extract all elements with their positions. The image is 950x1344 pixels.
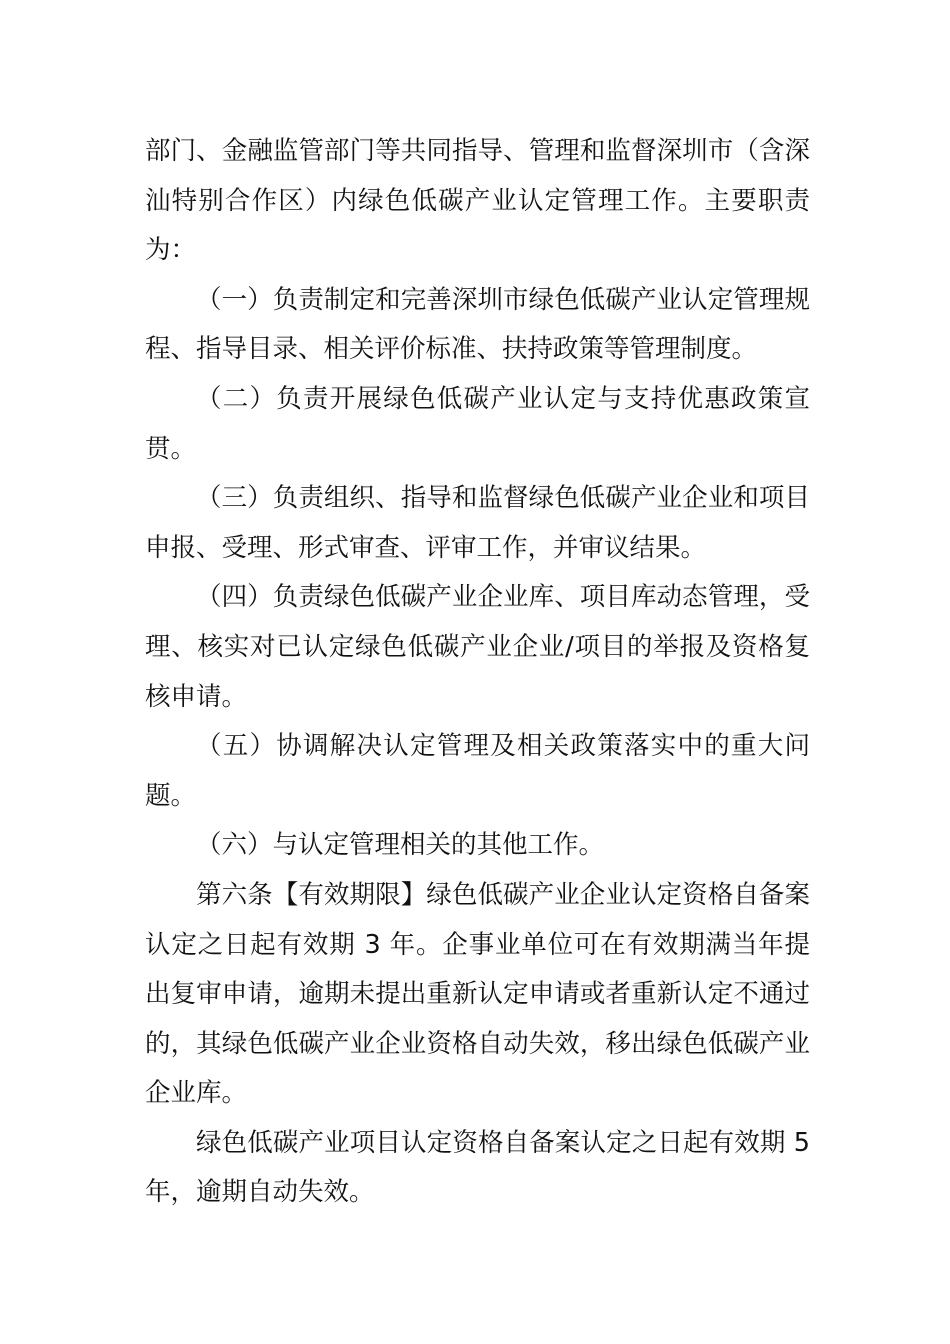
paragraph-item-2: （二）负责开展绿色低碳产业认定与支持优惠政策宣贯。 (145, 383, 810, 464)
paragraph-item-4: （四）负责绿色低碳产业企业库、项目库动态管理，受理、核实对已认定绿色低碳产业企业/项目的举报及资格复核申请。 (145, 582, 810, 712)
paragraph-article-6: 第六条【有效期限】绿色低碳产业企业认定资格自备案认定之日起有效期 3 年。企事业单位可在有效期满当年提出复审申请，逾期未提出重新认定申请或者重新认定不通过的，其绿色低碳产业企业资格自动失效，移出绿色低碳产业企业库。 (145, 879, 810, 1109)
paragraph-project-validity: 绿色低碳产业项目认定资格自备案认定之日起有效期 5 年，逾期自动失效。 (145, 1127, 810, 1208)
paragraph-item-5: （五）协调解决认定管理及相关政策落实中的重大问题。 (145, 731, 810, 811)
paragraph-item-1: （一）负责制定和完善深圳市绿色低碳产业认定管理规程、指导目录、相关评价标准、扶持政策等管理制度。 (145, 284, 810, 365)
paragraph-item-3: （三）负责组织、指导和监督绿色低碳产业企业和项目申报、受理、形式审查、评审工作，并审议结果。 (145, 483, 810, 563)
document-body (145, 127, 810, 1218)
paragraph-item-6: （六）与认定管理相关的其他工作。 (196, 830, 605, 861)
paragraph-continuation: 部门、金融监管部门等共同指导、管理和监督深圳市（含深汕特别合作区）内绿色低碳产业认定管理工作。主要职责为： (145, 136, 810, 266)
